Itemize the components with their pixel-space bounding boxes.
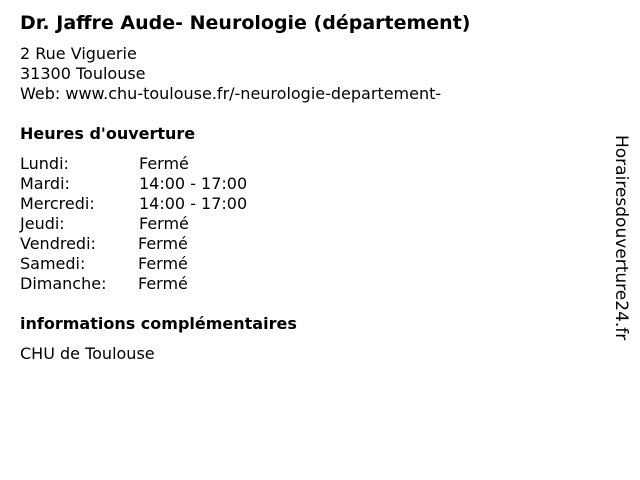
day-label: Lundi: [20,154,69,173]
hours-value: Fermé [138,234,188,253]
day-label: Samedi: [20,254,86,273]
day-label: Mercredi: [20,194,95,213]
additional-info-text: CHU de Toulouse [20,344,155,363]
address-block [20,44,441,104]
opening-hours-heading: Heures d'ouverture [20,124,196,143]
day-label: Dimanche: [20,274,107,293]
day-label: Mardi: [20,174,70,193]
day-label: Vendredi: [20,234,96,253]
website-link[interactable]: Web: www.chu-toulouse.fr/-neurologie-departement- [20,84,442,103]
additional-info-heading: informations complémentaires [20,314,297,333]
hours-value: Fermé [138,254,188,273]
hours-value: 14:00 - 17:00 [139,194,248,213]
day-label: Jeudi: [20,214,65,233]
hours-value: Fermé [139,214,189,233]
hours-value: 14:00 - 17:00 [139,174,248,193]
address-city: 31300 Toulouse [20,64,146,83]
hours-value: Fermé [138,274,188,293]
hours-value: Fermé [139,154,189,173]
site-watermark: Horairesdouverture24.fr [611,135,631,341]
page-title: Dr. Jaffre Aude- Neurologie (département) [20,12,471,34]
address-street: 2 Rue Viguerie [20,44,137,63]
